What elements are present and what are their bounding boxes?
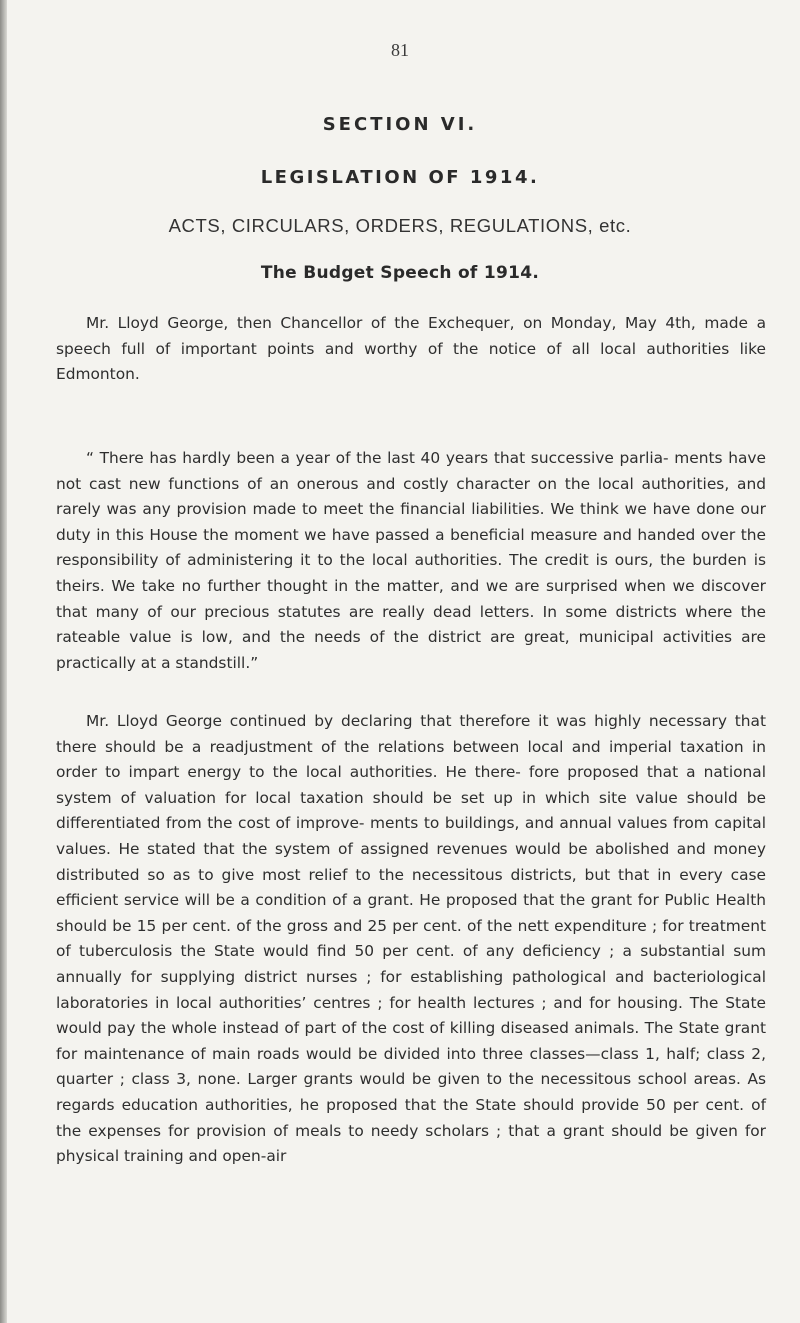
paragraph-proposals: Mr. Lloyd George continued by declaring that therefore it was highly necessary that there should be a readjustment of the relations between local and imperial taxation in order to impart energy to the local authorities. He there- fore proposed that a national system of valuation for local taxation should be set up in which site value should be differentiated from the cost of improve- ments to buildings, and annual values from capital values. He stated that the system of assigned revenues would be abolished and money distributed so as to give most relief to the necessitous districts, but that in every case efficient service will be a condition of a grant. He proposed that the grant for Public Health should be 15 per cent. of the gross and 25 per cent. of the nett expenditure ; for treatment of tuberculosis the State would find 50 per cent. of any deficiency ; a substantial sum annually for supplying district nurses ; for establishing pathological and bacteriological laboratories in local authorities’ centres ; for health lectures ; and for housing. The State would pay the whole instead of part of the cost of killing diseased animals. The State grant for maintenance of main roads would be divided into three classes—class 1, half; class 2, quarter ; class 3, none. Larger grants would be given to the necessitous school areas. As regards education authorities, he proposed that the State should provide 50 per cent. of the expenses for provision of meals to needy scholars ; that a grant should be given for physical training and open-air	[56, 712, 766, 1166]
paragraph-intro: Mr. Lloyd George, then Chancellor of the Exchequer, on Monday, May 4th, made a speech full of important points and worthy of the notice of all local authorities like Edmonton.	[56, 314, 766, 384]
page-edge-shadow	[0, 0, 7, 1323]
topics-line: ACTS, CIRCULARS, ORDERS, REGULATIONS, etc.	[168, 215, 632, 236]
paragraph-quote: “ There has hardly been a year of the last 40 years that successive parlia- ments have not cast new functions of an onerous and costly character on the local authorities, and rarely was any provision made to meet the financial liabilities. We think we have done our duty in this House the moment we have passed a beneficial measure and handed over the responsibility of administering it to the local authorities. The credit is ours, the burden is theirs. We take no further thought in the matter, and we are surprised when we discover that many of our precious statutes are really dead letters. In some districts where the rateable value is low, and the needs of the district are great, municipal activities are practically at a standstill.”	[56, 449, 766, 672]
page-number: 81	[391, 40, 409, 60]
section-title: SECTION VI.	[322, 114, 478, 135]
budget-speech-heading: The Budget Speech of 1914.	[260, 263, 540, 283]
legislation-subtitle: LEGISLATION OF 1914.	[260, 167, 540, 188]
